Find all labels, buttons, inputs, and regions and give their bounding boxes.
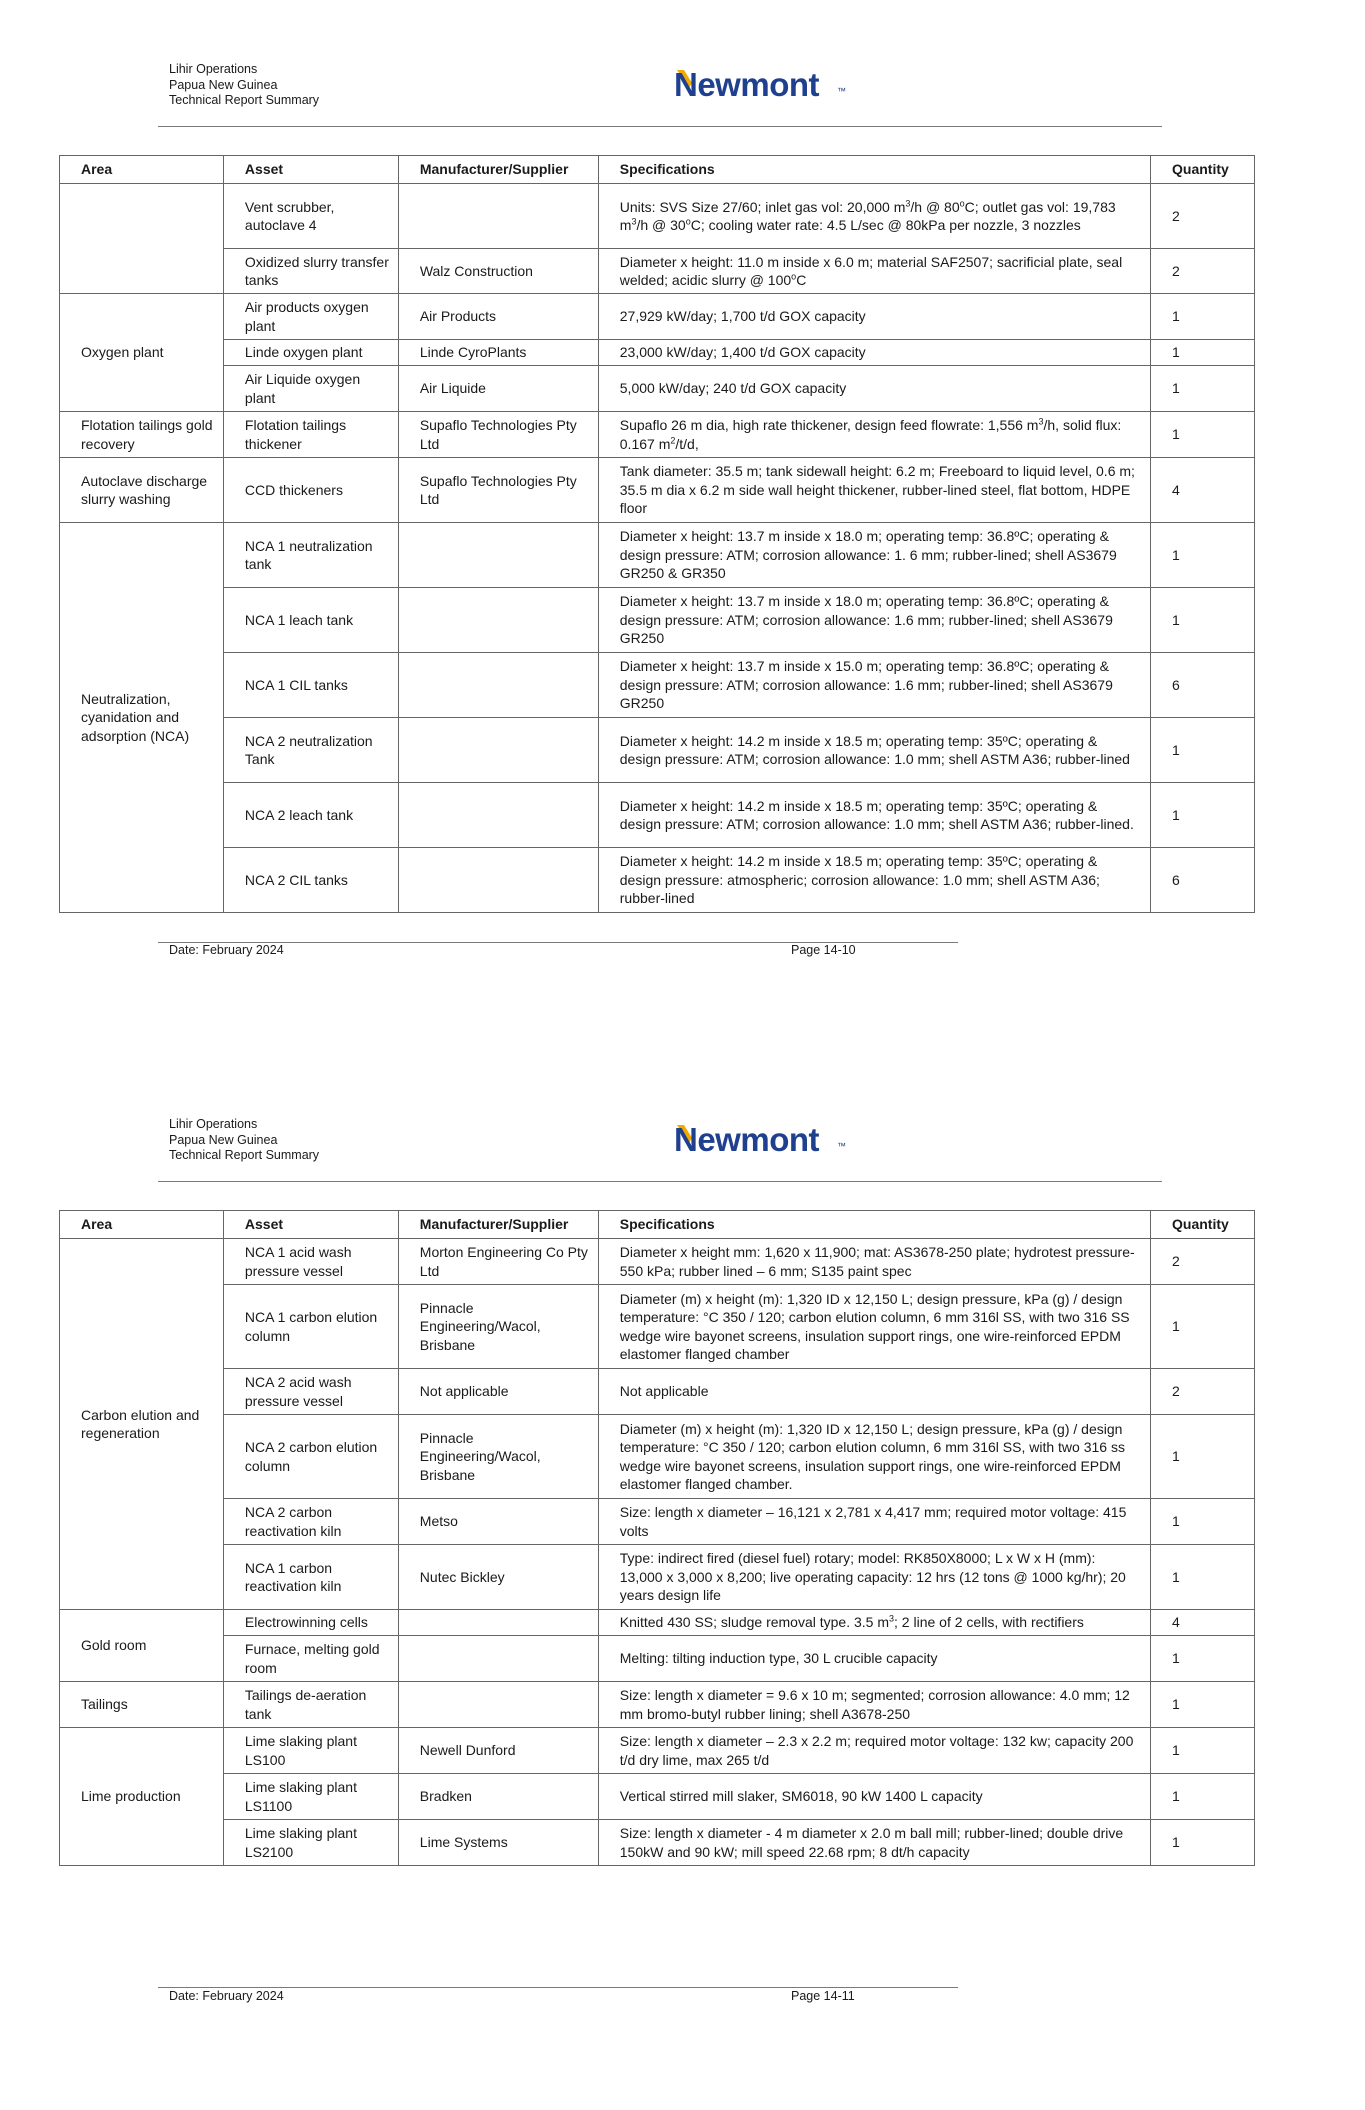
area-cell: Carbon elution and regeneration: [60, 1239, 224, 1610]
table-row: [60, 249, 1255, 294]
quantity-cell: 1: [1151, 1774, 1255, 1820]
manufacturer-cell: Not applicable: [398, 1369, 598, 1415]
specifications-cell: Size: length x diameter – 16,121 x 2,781 x 4,417 mm; required motor voltage: 415 volts: [598, 1499, 1150, 1545]
asset-cell: Vent scrubber, autoclave 4: [223, 184, 398, 249]
asset-cell: Lime slaking plant LS1100: [223, 1774, 398, 1820]
footer-page-number: Page 14-10: [791, 943, 856, 957]
table-row: [60, 1728, 1255, 1774]
col-header-specifications: Specifications: [598, 156, 1150, 184]
asset-cell: NCA 2 carbon elution column: [223, 1415, 398, 1499]
col-header-area: Area: [60, 1211, 224, 1239]
specifications-cell: 23,000 kW/day; 1,400 t/d GOX capacity: [598, 340, 1150, 366]
quantity-cell: 1: [1151, 1820, 1255, 1866]
asset-cell: NCA 1 CIL tanks: [223, 653, 398, 718]
specifications-cell: Supaflo 26 m dia, high rate thickener, design feed flowrate: 1,556 $m^3/h$, solid flux: 0.167 $m^2/t/d$,: [598, 412, 1150, 458]
asset-cell: NCA 2 CIL tanks: [223, 848, 398, 913]
specifications-cell: Diameter x height: 13.7 m inside x 15.0 m; operating temp: 36.8ºC; operating & design pressure: ATM; corrosion allowance: 1.6 mm; rubber-lined; shell AS3679 GR250: [598, 653, 1150, 718]
manufacturer-cell: [398, 718, 598, 783]
table-row: [60, 653, 1255, 718]
specifications-cell: Size: length x diameter - 4 m diameter x 2.0 m ball mill; rubber-lined; double drive 150kW and 90 kW; mill speed 22.68 rpm; 8 dt/h capacity: [598, 1820, 1150, 1866]
quantity-cell: 6: [1151, 848, 1255, 913]
asset-cell: CCD thickeners: [223, 458, 398, 523]
manufacturer-cell: Bradken: [398, 1774, 598, 1820]
area-cell: Neutralization, cyanidation and adsorption (NCA): [60, 523, 224, 913]
area-cell: [60, 184, 224, 294]
table-row: [60, 1820, 1255, 1866]
manufacturer-cell: [398, 653, 598, 718]
asset-cell: Lime slaking plant LS100: [223, 1728, 398, 1774]
report-header: [169, 62, 319, 109]
quantity-cell: 4: [1151, 1610, 1255, 1636]
manufacturer-cell: Lime Systems: [398, 1820, 598, 1866]
table-row: [60, 1545, 1255, 1610]
quantity-cell: 1: [1151, 1728, 1255, 1774]
footer-date: Date: February 2024: [169, 1989, 284, 2003]
table-row: [60, 184, 1255, 249]
asset-cell: NCA 2 acid wash pressure vessel: [223, 1369, 398, 1415]
manufacturer-cell: [398, 848, 598, 913]
asset-cell: Linde oxygen plant: [223, 340, 398, 366]
logo-wordmark: Newmont: [674, 66, 819, 102]
manufacturer-cell: [398, 1610, 598, 1636]
asset-cell: Flotation tailings thickener: [223, 412, 398, 458]
specifications-cell: Diameter x height: 14.2 m inside x 18.5 m; operating temp: 35ºC; operating & design pressure: atmospheric; corrosion allowance: 1.0 mm; shell ASTM A36; rubber-lined: [598, 848, 1150, 913]
logo-wordmark: Newmont: [674, 1121, 819, 1157]
area-cell: Autoclave discharge slurry washing: [60, 458, 224, 523]
col-header-area: Area: [60, 156, 224, 184]
specifications-cell: Diameter x height: 13.7 m inside x 18.0 m; operating temp: 36.8ºC; operating & design pressure: ATM; corrosion allowance: 1. 6 mm; rubber-lined; shell AS3679 GR250 & GR350: [598, 523, 1150, 588]
header-divider: [158, 1181, 1162, 1182]
manufacturer-cell: [398, 1636, 598, 1682]
table-row: [60, 366, 1255, 412]
equipment-table: [59, 155, 1255, 913]
specifications-cell: Diameter (m) x height (m): 1,320 ID x 12,150 L; design pressure, kPa (g) / design temperature: °C 350 / 120; carbon elution column, 6 mm 316l SS, with two 316 ss wedge wire bayonet screens, insulation support rings, one wire-reinforced EPDM elastomer flanged chamber.: [598, 1415, 1150, 1499]
footer-page-number: Page 14-11: [791, 1989, 855, 2003]
specifications-cell: 5,000 kW/day; 240 t/d GOX capacity: [598, 366, 1150, 412]
asset-cell: Lime slaking plant LS2100: [223, 1820, 398, 1866]
manufacturer-cell: [398, 523, 598, 588]
table-row: [60, 1415, 1255, 1499]
table-row: [60, 1369, 1255, 1415]
table-row: [60, 1239, 1255, 1285]
specifications-cell: Not applicable: [598, 1369, 1150, 1415]
col-header-manufacturer: Manufacturer/Supplier: [398, 1211, 598, 1239]
specifications-cell: Knitted 430 SS; sludge removal type. 3.5 $m^3$; 2 line of 2 cells, with rectifiers: [598, 1610, 1150, 1636]
area-cell: Lime production: [60, 1728, 224, 1866]
quantity-cell: 1: [1151, 1545, 1255, 1610]
equipment-table: [59, 1210, 1255, 1866]
quantity-cell: 1: [1151, 366, 1255, 412]
header-company: Lihir Operations: [169, 62, 258, 76]
report-header: [169, 1117, 319, 1164]
specifications-cell: Units: SVS Size 27/60; inlet gas vol: 20,000 $m^3/h$ @ 80$^o$C; outlet gas vol: 19,783 $m^3/h$ @ 30$^o$C; cooling water rate: 4.5 L/sec @ 80kPa per nozzle, 3 nozzles: [598, 184, 1150, 249]
manufacturer-cell: Metso: [398, 1499, 598, 1545]
area-cell: Tailings: [60, 1682, 224, 1728]
specifications-cell: Size: length x diameter – 2.3 x 2.2 m; required motor voltage: 132 kw; capacity 200 t/d dry lime, max 265 t/d: [598, 1728, 1150, 1774]
manufacturer-cell: Pinnacle Engineering/Wacol, Brisbane: [398, 1415, 598, 1499]
table-row: [60, 1499, 1255, 1545]
manufacturer-cell: [398, 783, 598, 848]
asset-cell: NCA 2 neutralization Tank: [223, 718, 398, 783]
manufacturer-cell: Air Products: [398, 294, 598, 340]
quantity-cell: 2: [1151, 1239, 1255, 1285]
col-header-asset: Asset: [223, 156, 398, 184]
quantity-cell: 2: [1151, 249, 1255, 294]
specifications-cell: Diameter x height mm: 1,620 x 11,900; mat: AS3678-250 plate; hydrotest pressure- 550 kPa; rubber lined – 6 mm; S135 paint spec: [598, 1239, 1150, 1285]
quantity-cell: 1: [1151, 588, 1255, 653]
footer-date: Date: February 2024: [169, 943, 284, 957]
table-row: [60, 848, 1255, 913]
header-country: Papua New Guinea: [169, 77, 278, 92]
specifications-cell: Diameter x height: 14.2 m inside x 18.5 m; operating temp: 35ºC; operating & design pressure: ATM; corrosion allowance: 1.0 mm; shell ASTM A36; rubber-lined.: [598, 783, 1150, 848]
specifications-cell: Diameter x height: 11.0 m inside x 6.0 m; material SAF2507; sacrificial plate, seal welded; acidic slurry @ 100$^o$C: [598, 249, 1150, 294]
table-row: [60, 458, 1255, 523]
col-header-quantity: Quantity: [1151, 1211, 1255, 1239]
logo-trademark: ™: [837, 1141, 846, 1151]
specifications-cell: Type: indirect fired (diesel fuel) rotary; model: RK850X8000; L x W x H (mm): 13,000 x 3,000 x 8,200; live operating capacity: 12 hrs (12 tons @ 1000 kg/hr); 20 years design life: [598, 1545, 1150, 1610]
manufacturer-cell: Air Liquide: [398, 366, 598, 412]
table-header-row: [60, 156, 1255, 184]
asset-cell: NCA 1 leach tank: [223, 588, 398, 653]
col-header-specifications: Specifications: [598, 1211, 1150, 1239]
asset-cell: NCA 1 carbon elution column: [223, 1285, 398, 1369]
col-header-quantity: Quantity: [1151, 156, 1255, 184]
specifications-cell: Melting: tilting induction type, 30 L crucible capacity: [598, 1636, 1150, 1682]
table-header-row: [60, 1211, 1255, 1239]
table-row: [60, 1774, 1255, 1820]
asset-cell: NCA 2 leach tank: [223, 783, 398, 848]
asset-cell: Oxidized slurry transfer tanks: [223, 249, 398, 294]
table-row: [60, 1682, 1255, 1728]
table-row: [60, 523, 1255, 588]
manufacturer-cell: Linde CyroPlants: [398, 340, 598, 366]
quantity-cell: 1: [1151, 783, 1255, 848]
page-14-11: [0, 1055, 1365, 2110]
table-row: [60, 588, 1255, 653]
asset-cell: Air Liquide oxygen plant: [223, 366, 398, 412]
asset-cell: Air products oxygen plant: [223, 294, 398, 340]
area-cell: Oxygen plant: [60, 294, 224, 412]
quantity-cell: 1: [1151, 718, 1255, 783]
header-company: Lihir Operations: [169, 1117, 258, 1131]
table-row: [60, 340, 1255, 366]
asset-cell: Furnace, melting gold room: [223, 1636, 398, 1682]
specifications-cell: Diameter x height: 13.7 m inside x 18.0 m; operating temp: 36.8ºC; operating & design pressure: ATM; corrosion allowance: 1.6 mm; rubber-lined; shell AS3679 GR250: [598, 588, 1150, 653]
manufacturer-cell: [398, 184, 598, 249]
quantity-cell: 1: [1151, 523, 1255, 588]
logo-trademark: ™: [837, 86, 846, 96]
area-cell: Gold room: [60, 1610, 224, 1682]
specifications-cell: Diameter x height: 14.2 m inside x 18.5 m; operating temp: 35ºC; operating & design pressure: ATM; corrosion allowance: 1.0 mm; shell ASTM A36; rubber-lined: [598, 718, 1150, 783]
header-country: Papua New Guinea: [169, 1132, 278, 1147]
table-row: [60, 1636, 1255, 1682]
quantity-cell: 2: [1151, 184, 1255, 249]
asset-cell: Electrowinning cells: [223, 1610, 398, 1636]
manufacturer-cell: [398, 1682, 598, 1728]
asset-cell: NCA 1 acid wash pressure vessel: [223, 1239, 398, 1285]
newmont-logo-icon: [674, 1121, 849, 1157]
asset-cell: NCA 2 carbon reactivation kiln: [223, 1499, 398, 1545]
quantity-cell: 1: [1151, 1499, 1255, 1545]
quantity-cell: 6: [1151, 653, 1255, 718]
quantity-cell: 1: [1151, 1636, 1255, 1682]
footer-divider: [158, 1987, 958, 1988]
table-row: [60, 1285, 1255, 1369]
specifications-cell: 27,929 kW/day; 1,700 t/d GOX capacity: [598, 294, 1150, 340]
specifications-cell: Tank diameter: 35.5 m; tank sidewall height: 6.2 m; Freeboard to liquid level, 0.6 m; 35.5 m dia x 6.2 m side wall height thickener, rubber-lined steel, flat bottom, HDPE floor: [598, 458, 1150, 523]
manufacturer-cell: Supaflo Technologies Pty Ltd: [398, 458, 598, 523]
manufacturer-cell: Newell Dunford: [398, 1728, 598, 1774]
header-divider: [158, 126, 1162, 127]
asset-cell: NCA 1 carbon reactivation kiln: [223, 1545, 398, 1610]
specifications-cell: Vertical stirred mill slaker, SM6018, 90 kW 1400 L capacity: [598, 1774, 1150, 1820]
area-cell: Flotation tailings gold recovery: [60, 412, 224, 458]
quantity-cell: 4: [1151, 458, 1255, 523]
quantity-cell: 1: [1151, 412, 1255, 458]
manufacturer-cell: Walz Construction: [398, 249, 598, 294]
specifications-cell: Size: length x diameter = 9.6 x 10 m; segmented; corrosion allowance: 4.0 mm; 12 mm bromo-butyl rubber lining; shell A3678-250: [598, 1682, 1150, 1728]
quantity-cell: 1: [1151, 1682, 1255, 1728]
quantity-cell: 1: [1151, 340, 1255, 366]
quantity-cell: 2: [1151, 1369, 1255, 1415]
manufacturer-cell: Pinnacle Engineering/Wacol, Brisbane: [398, 1285, 598, 1369]
header-report-title: Technical Report Summary: [169, 93, 320, 107]
table-row: [60, 1610, 1255, 1636]
newmont-logo-icon: [674, 66, 849, 102]
col-header-asset: Asset: [223, 1211, 398, 1239]
header-report-title: Technical Report Summary: [169, 1148, 320, 1162]
quantity-cell: 1: [1151, 1415, 1255, 1499]
quantity-cell: 1: [1151, 1285, 1255, 1369]
table-row: [60, 718, 1255, 783]
asset-cell: NCA 1 neutralization tank: [223, 523, 398, 588]
table-row: [60, 412, 1255, 458]
quantity-cell: 1: [1151, 294, 1255, 340]
table-row: [60, 783, 1255, 848]
manufacturer-cell: [398, 588, 598, 653]
col-header-manufacturer: Manufacturer/Supplier: [398, 156, 598, 184]
asset-cell: Tailings de-aeration tank: [223, 1682, 398, 1728]
specifications-cell: Diameter (m) x height (m): 1,320 ID x 12,150 L; design pressure, kPa (g) / design temperature: °C 350 / 120; carbon elution column, 6 mm 316l SS, with two 316 SS wedge wire bayonet screens, insulation support rings, one wire-reinforced EPDM elastomer flanged chamber: [598, 1285, 1150, 1369]
manufacturer-cell: Supaflo Technologies Pty Ltd: [398, 412, 598, 458]
manufacturer-cell: Morton Engineering Co Pty Ltd: [398, 1239, 598, 1285]
table-row: [60, 294, 1255, 340]
manufacturer-cell: Nutec Bickley: [398, 1545, 598, 1610]
